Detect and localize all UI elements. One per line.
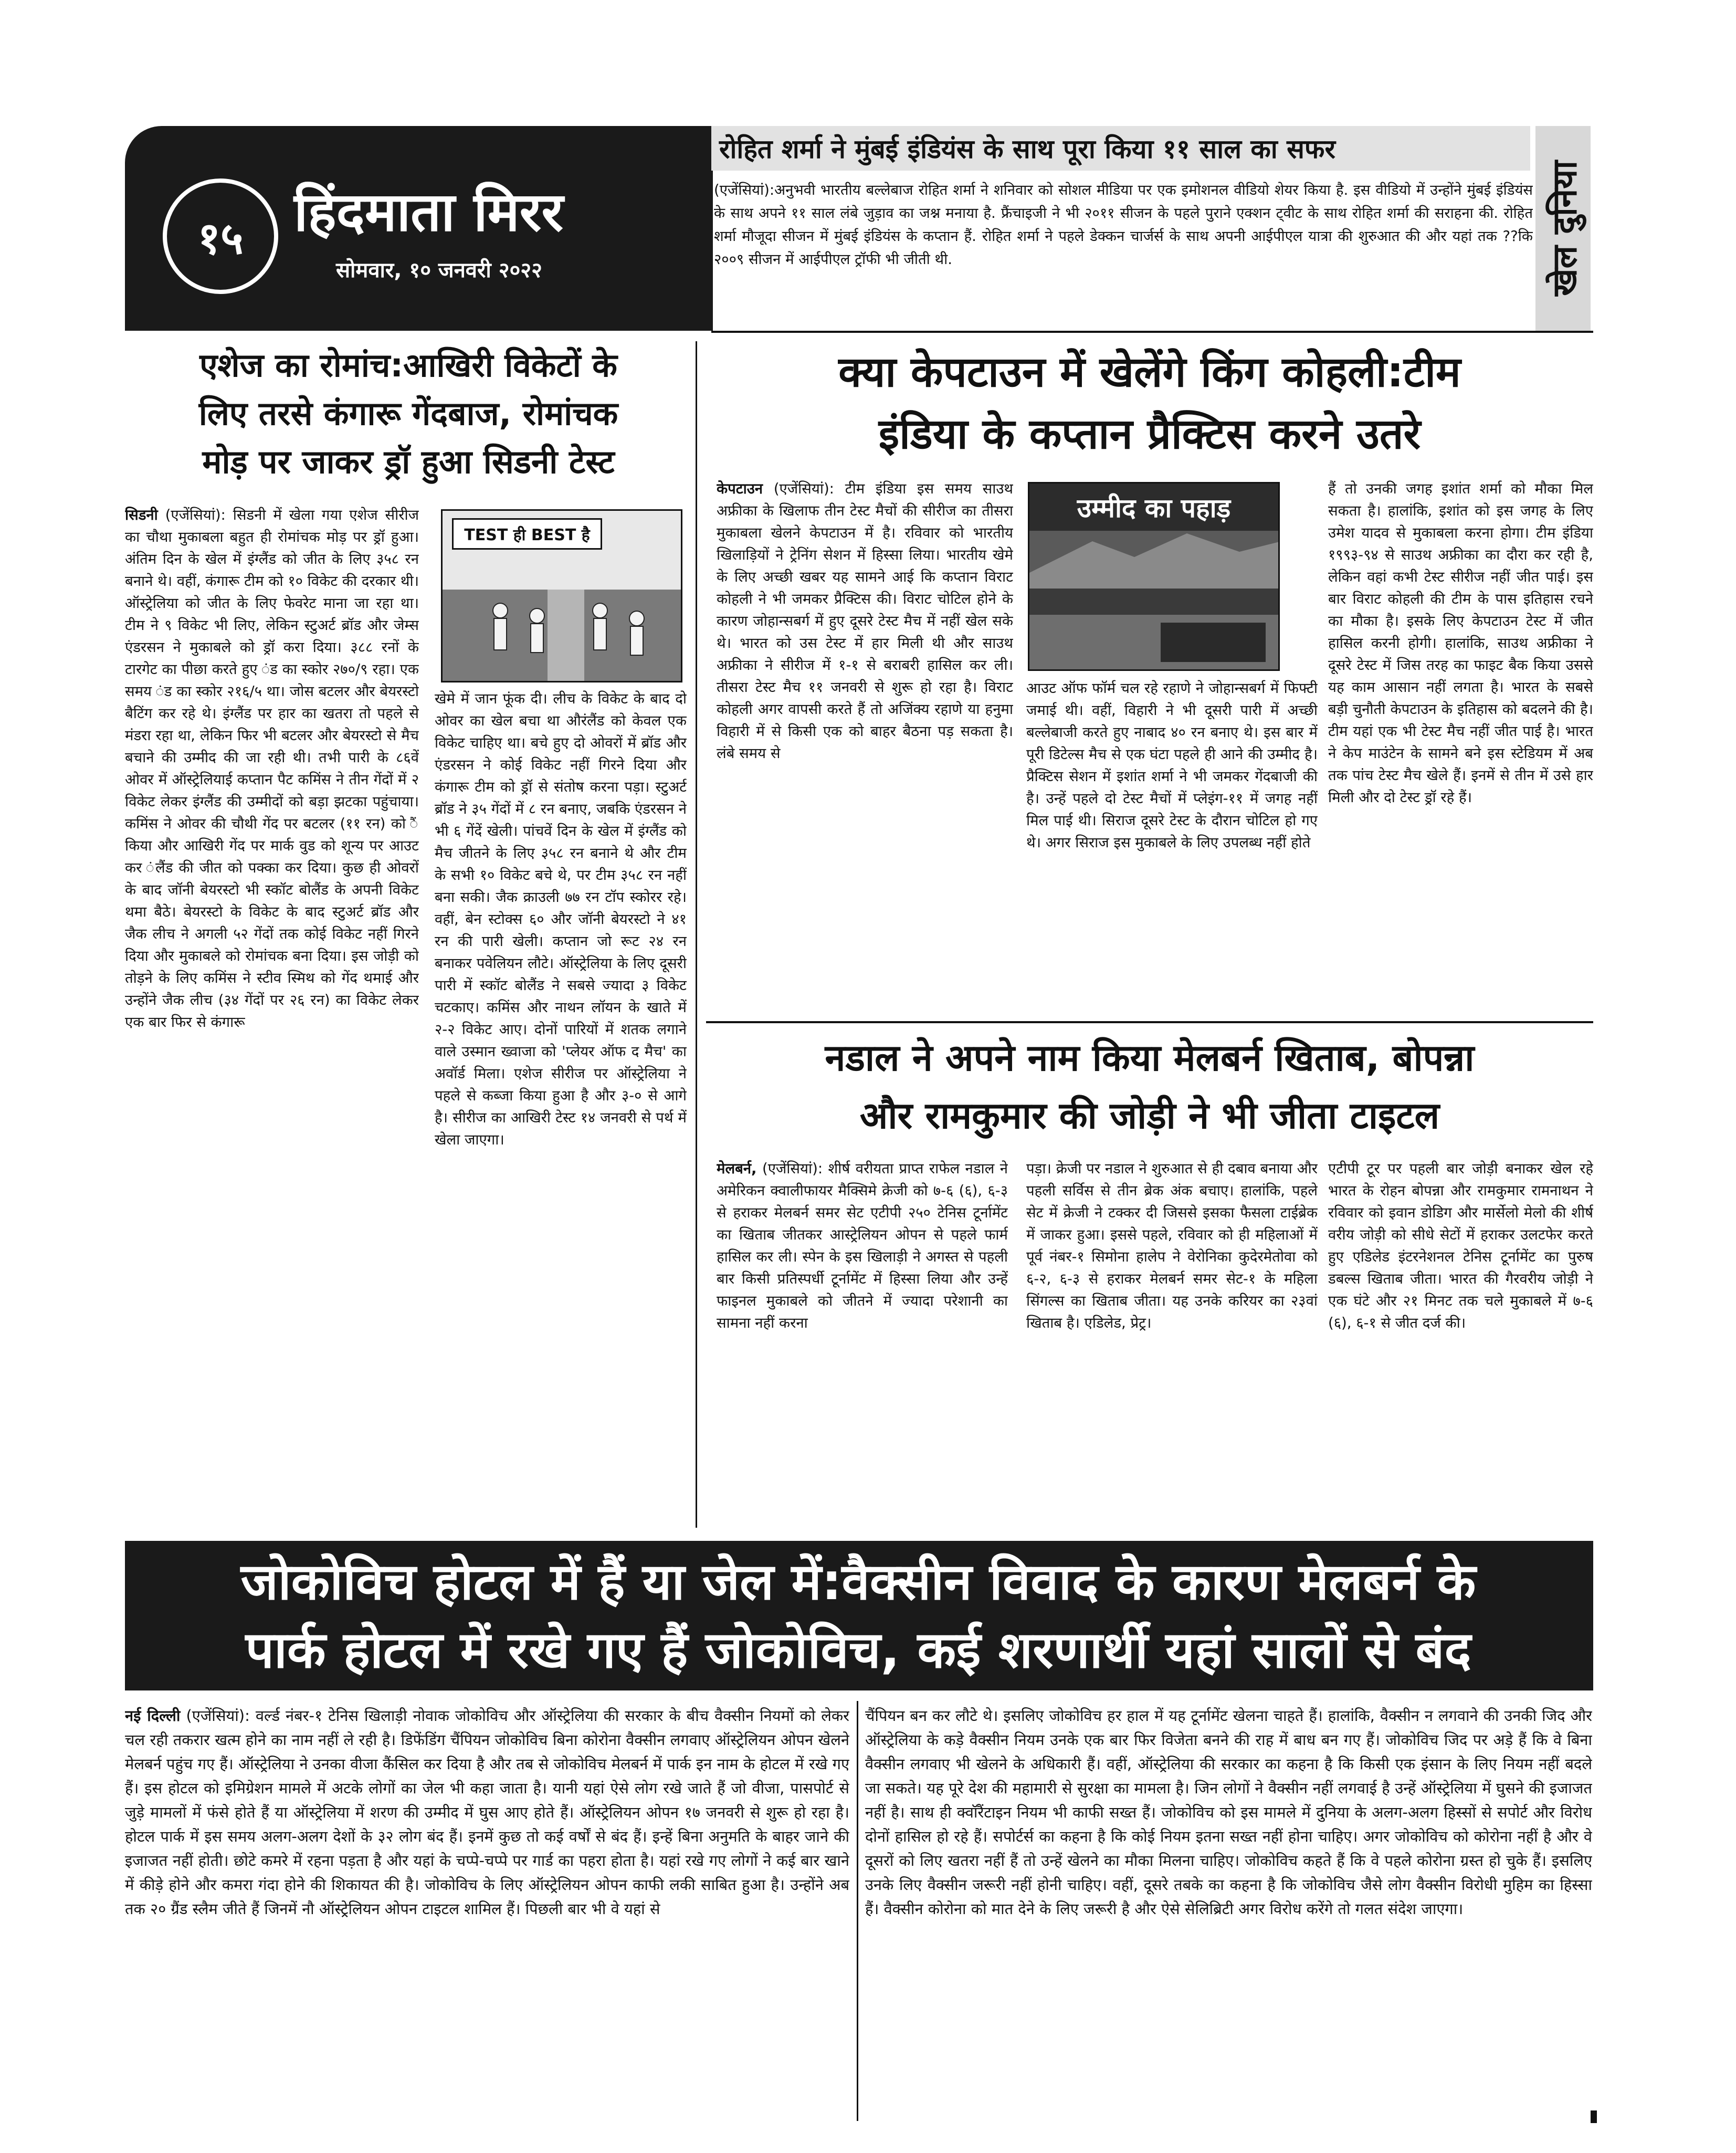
column-divider-vertical [696, 341, 697, 1528]
kohli-headline [706, 341, 1593, 472]
section-divider [706, 1021, 1593, 1023]
djokovic-text-2: चैंपियन बन कर लौटे थे। इसलिए जोकोविच हर हाल में यह टूर्नामेंट खेलना चाहते हैं। हालांकि, वैक्सीन न लगवाने की उनकी जिद और ऑस्ट्रेलिया के कड़े वैक्सीन नियम उनके एक बार फिर विजेता बनने की राह में बाध बन गए हैं। जोकोविच जिद पर अड़े हैं कि वे बिना वैक्सीन लगवाए भी खेलने के अधिकारी हैं। वहीं, ऑस्ट्रेलिया की सरकार का कहना है कि किसी एक इंसान के लिए नियम नहीं बदले जा सकते। यह पूरे देश की महामारी से सुरक्षा का मामला है। जिन लोगों ने वैक्सीन नहीं लगवाई है उन्हें ऑस्ट्रेलिया में घुसने की इजाजत नहीं है। साथ ही क्वॉरैंटाइन नियम भी काफी सख्त हैं। जोकोविच को इस मामले में दुनिया के अलग-अलग हिस्सों से सपोर्ट और विरोध दोनों हासिल हो रहे हैं। सपोर्टर्स का कहना है कि कोई नियम इतना सख्त नहीं होना चाहिए। अगर जोकोविच को कोरोना नहीं है और वे दूसरों को लिए खतरा नहीं हैं तो उन्हें खेलने का मौका मिलना चाहिए। जोकोविच कहते हैं कि वे पहले कोरोना ग्रस्त हो चुके हैं। इसलिए उनके लिए वैक्सीन जरूरी नहीं होनी चाहिए। वहीं, दूसरे तबके का कहना है कि जोकोविच जैसे लोग वैक्सीन विरोधी मुहिम का हिस्सा हैं। वैक्सीन कोरोना को मात देने के लिए जरूरी है और ऐसे सेलिब्रिटी अगर विरोध करेंगे तो गलत संदेश जाएगा। [865, 1707, 1592, 1918]
kohli-headline-line2: इंडिया के कप्तान प्रैक्टिस करने उतरे [878, 409, 1421, 458]
kohli-photo [1028, 482, 1280, 671]
end-mark [1591, 2110, 1597, 2123]
nadal-agency: (एजेंसियां): [762, 1160, 823, 1177]
photo-caption: TEST ही BEST है [452, 518, 602, 550]
djokovic-agency: (एजेंसियां): [186, 1707, 250, 1725]
kohli-dateline: केपटाउन [717, 480, 763, 497]
section-label [1535, 126, 1591, 331]
photo-title: उम्मीद का पहाड़ [1029, 484, 1278, 531]
nadal-dateline: मेलबर्न, [717, 1160, 757, 1177]
ashes-headline-line2: लिए तरसे कंगारू गेंदबाज, रोमांचक [198, 394, 618, 433]
kohli-column-3 [1328, 478, 1593, 1013]
kohli-column-2 [1026, 677, 1318, 1013]
ashes-agency: (एजेंसियां): [165, 507, 226, 523]
kohli-text-2: आउट ऑफ फॉर्म चल रहे रहाणे ने जोहान्सबर्ग में फिफ्टी जमाई थी। वहीं, विहारी ने भी दूसरी पारी में अच्छी बल्लेबाजी करते हुए नाबाद ४० रन बनाए थे। इस बार में पूरी डिटेल्स मैच से एक घंटा पहले ही आने की उम्मीद है। प्रैक्टिस सेशन में इशांत शर्मा ने भी जमकर गेंदबाजी की है। उन्हें पहले दो टेस्ट मैचों में प्लेइंग-११ में जगह नहीं मिल पाई थी। सिराज दूसरे टेस्ट के दौरान चोटिल हो गए थे। अगर सिराज इस मुकाबले के लिए उपलब्ध नहीं होते [1026, 680, 1318, 851]
nadal-text-1: शीर्ष वरीयता प्राप्त राफेल नडाल ने अमेरिकन क्वालीफायर मैक्सिमे क्रेजी को ७-६ (६), ६-३ से हराकर मेलबर्न समर सेट एटीपी २५० टेनिस टूर्नामेंट का खिताब जीतकर आस्ट्रेलियन ओपन से पहले फार्म हासिल कर ली। स्पेन के इस खिलाड़ी ने अगस्त से पहली बार किसी प्रतिस्पर्धी टूर्नामेंट में हिस्सा लिया और उन्हें फाइनल मुकाबले को जीतने में ज्यादा परेशानी का सामना नहीं करना [717, 1160, 1008, 1331]
ashes-dateline: सिडनी [125, 507, 158, 523]
ashes-headline-line1: एशेज का रोमांच:आखिरी विकेटों के [199, 346, 617, 384]
nadal-column-3 [1328, 1158, 1593, 1525]
top-story-body: (एजेंसियां):अनुभवी भारतीय बल्लेबाज रोहित शर्मा ने शनिवार को सोशल मीडिया पर एक इमोशनल वीडियो शेयर किया है. इस वीडियो में उन्होंने मुंबई इंडियंस के साथ अपने ११ साल लंबे जुड़ाव का जश्न मनाया है. फ्रैंचाइजी ने भी २०११ सीजन के पहले पुराने एक्शन ट्वीट के साथ रोहित शर्मा की सराहना की. रोहित शर्मा मौजूदा सीजन में मुंबई इंडियंस के कप्तान हैं. रोहित शर्मा ने पहले डेक्कन चार्जर्स के साथ अपनी आईपीएल यात्रा की शुरुआत की और यहां तक ??कि २००९ सीजन में आईपीएल ट्रॉफी भी जीती थी. [714, 182, 1533, 268]
kohli-text-3: हैं तो उनकी जगह इशांत शर्मा को मौका मिल सकता है। हालांकि, इशांत को इस जगह के लिए उमेश यादव से मुकाबला करना होगा। टीम इंडिया १९९३-९४ से साउथ अफ्रीका का दौरा कर रही है, लेकिन वहां कभी टेस्ट सीरीज नहीं जीत पाई। इस बार विराट कोहली की टीम के पास इतिहास रचने का मौका है। इसके लिए केपटाउन टेस्ट में जीत हासिल करनी होगी। हालांकि, साउथ अफ्रीका ने दूसरे टेस्ट में जिस तरह का फाइट बैक किया उससे यह काम आसान नहीं लगता है। भारत के सबसे बड़ी चुनौती केपटाउन के इतिहास को बदलने की है। टीम यहां एक भी टेस्ट मैच नहीं जीत पाई है। भारत ने केप माउंटेन के सामने बने इस स्टेडियम में अब तक पांच टेस्ट मैच खेले हैं। इनमें से तीन में उसे हार मिली और दो टेस्ट ड्रॉ रहे हैं। [1328, 480, 1593, 806]
djokovic-headline [131, 1548, 1585, 1687]
paper-name: हिंदमाता मिरर [294, 181, 564, 244]
djokovic-text-1: वर्ल्ड नंबर-१ टेनिस खिलाड़ी नोवाक जोकोविच और ऑस्ट्रेलिया की सरकार के बीच वैक्सीन नियमों को लेकर चल रही तकरार खत्म होने का नाम नहीं ले रही है। डिफेंडिंग चैंपियन जोकोविच बिना कोरोना वैक्सीन लगवाए ऑस्ट्रेलियन ओपन खेलने मेलबर्न पहुंच गए हैं। ऑस्ट्रेलिया ने उनका वीजा कैंसिल कर दिया है और तब से जोकोविच मेलबर्न में पार्क इन नाम के होटल में रखे गए हैं। इस होटल को इमिग्रेशन मामले में अटके लोगों का जेल भी कहा जाता है। यानी यहां ऐसे लोग रखे जाते हैं जो वीजा, पासपोर्ट से जुड़े मामलों में फंसे होते हैं या ऑस्ट्रेलिया में शरण की उम्मीद में घुस आए होते हैं। ऑस्ट्रेलियन ओपन १७ जनवरी से शुरू हो रहा है। होटल पार्क में इस समय अलग-अलग देशों के ३२ लोग बंद हैं। इनमें कुछ तो कई वर्षों से बंद हैं। इन्हें बिना अनुमति के बाहर जाने की इजाजत नहीं होती। छोटे कमरे में रहना पड़ता है और यहां के चप्पे-चप्पे पर गार्ड का पहरा होता है। यहां रखे गए लोगों ने कई बार खाने में कीड़े होने और कमरा गंदा होने की शिकायत की है। जोकोविच के लिए ऑस्ट्रेलियन ओपन काफी लकी साबित हुआ है। उन्होंने अब तक २० ग्रैंड स्लैम जीते हैं जिनमें नौ ऑस्ट्रेलियन ओपन टाइटल शामिल हैं। पिछली बार भी वे यहां से [125, 1707, 849, 1918]
nadal-text-2: पड़ा। क्रेजी पर नडाल ने शुरुआत से ही दबाव बनाया और पहली सर्विस से तीन ब्रेक अंक बचाए। हालांकि, पहले सेट में क्रेजी ने टक्कर दी जिससे इसका फैसला टाईब्रेक में जाकर हुआ। इससे पहले, रविवार को ही महिलाओं में पूर्व नंबर-१ सिमोना हालेप ने वेरोनिका कुदेरमेतोवा को ६-२, ६-३ से हराकर मेलबर्न समर सेट-१ के महिला सिंगल्स का खिताब जीता। यह उनके करियर का २३वां खिताब है। एडिलेड, प्रेट्र। [1026, 1160, 1318, 1331]
ashes-text-1: सिडनी में खेला गया एशेज सीरीज का चौथा मुकाबला बहुत ही रोमांचक मोड़ पर ड्रॉ हुआ। अंतिम दिन के खेल में इंग्लैंड को जीत के लिए ३५८ रन बनाने थे। वहीं, कंगारू टीम को १० विकेट की दरकार थी। ऑस्ट्रेलिया को जीत के लिए फेवरेट माना जा रहा था। टीम ने ९ विकेट भी लिए, लेकिन स्टुअर्ट ब्रॉड और जेम्स एंडरसन ने मुकाबले को ड्रॉ करा दिया। ३८८ रनों के टारगेट का पीछा करते हुए ंड का स्कोर २७०/९ रहा। एक समय ंड का स्कोर २१६/५ था। जोस बटलर और बेयरस्टो बैटिंग कर रहे थे। इंग्लैंड पर हार का खतरा तो पहले से मंडरा रहा था, लेकिन फिर भी बटलर और बेयरस्टो से मैच बचाने की उम्मीद की जा रही थी। तभी पारी के ८६वें ओवर में ऑस्ट्रेलियाई कप्तान पैट कमिंस ने तीन गेंदों में २ विकेट लेकर इंग्लैंड की उम्मीदों को बड़ा झटका पहुंचाया। कमिंस ने ओवर की चौथी गेंद पर बटलर (११ रन) को ैं किया और आखिरी गेंद पर मार्क वुड को शून्य पर आउट कर ंलैंड की जीत को पक्का कर दिया। कुछ ही ओवरों के बाद जॉनी बेयरस्टो भी स्कॉट बोलैंड के अपनी विकेट थमा बैठे। बेयरस्टो के विकेट के बाद स्टुअर्ट ब्रॉड और जैक लीच ने अगली ५२ गेंदों तक कोई विकेट नहीं गिरने दिया और मुकाबले को रोमांचक बना दिया। इस जोड़ी को तोड़ने के लिए कमिंस ने स्टीव स्मिथ को गेंद थमाई और उन्होंने जैक लीच (३४ गेंदों पर २६ रन) का विकेट लेकर एक बार फिर से कंगारू [125, 507, 419, 1031]
ashes-column-2 [435, 688, 687, 1517]
ashes-text-2: खेमे में जान फूंक दी। लीच के विकेट के बाद दो ओवर का खेल बचा था औरंलैंड को केवल एक विकेट चाहिए था। बचे हुए दो ओवरों में ब्रॉड और एंडरसन ने कोई विकेट नहीं गिरने दिया और कंगारू टीम को ड्रॉ से संतोष करना पड़ा। स्टुअर्ट ब्रॉड ने ३५ गेंदों में ८ रन बनाए, जबकि एंडरसन ने भी ६ गेंदें खेली। पांचवें दिन के खेल में इंग्लैंड को मैच जीतने के लिए ३५८ रन बनाने थे और टीम के सभी १० विकेट बचे थे, पर टीम ३५८ रन नहीं बना सकी। जैक क्राउली ७७ रन टॉप स्कोरर रहे। वहीं, बेन स्टोक्स ६० और जॉनी बेयरस्टो ने ४१ रन की पारी खेली। कप्तान जो रूट २४ रन बनाकर पवेलियन लौटे। ऑस्ट्रेलिया के लिए दूसरी पारी में स्कॉट बोलैंड ने सबसे ज्यादा ३ विकेट चटकाए। कमिंस और नाथन लॉयन के खाते में २-२ विकेट आए। दोनों पारियों में शतक लगाने वाले उस्मान ख्वाजा को 'प्लेयर ऑफ द मैच' का अवॉर्ड मिला। एशेज सीरीज पर ऑस्ट्रेलिया ने पहले से कब्जा किया हुआ है और ३-० से आगे है। सीरीज का आखिरी टेस्ट १४ जनवरी से पर्थ में खेला जाएगा। [435, 690, 687, 1148]
ashes-photo [441, 509, 682, 682]
section-label-text: खेल दुनिया [1545, 161, 1584, 296]
djokovic-column-divider [857, 1701, 858, 2121]
page-number: १५ [163, 178, 278, 294]
djokovic-column-2 [865, 1704, 1592, 2124]
kohli-headline-line1: क्या केपटाउन में खेलेंगे किंग कोहली:टीम [838, 348, 1461, 396]
nadal-headline [706, 1029, 1593, 1150]
djokovic-column-1 [125, 1704, 849, 2124]
djokovic-dateline: नई दिल्ली [125, 1707, 181, 1725]
kohli-column-1 [717, 478, 1013, 1013]
djokovic-headline-line2: पार्क होटल में रखे गए हैं जोकोविच, कई शरणार्थी यहां सालों से बंद [245, 1621, 1471, 1679]
ashes-headline [125, 341, 692, 488]
issue-date: सोमवार, १० जनवरी २०२२ [336, 258, 542, 282]
nadal-column-1 [717, 1158, 1008, 1525]
ashes-headline-line3: मोड़ पर जाकर ड्रॉ हुआ सिडनी टेस्ट [202, 443, 615, 481]
kohli-agency: (एजेंसियां): [773, 480, 834, 497]
masthead-divider [711, 331, 1593, 333]
djokovic-headline-line1: जोकोविच होटल में हैं या जेल में:वैक्सीन विवाद के कारण मेलबर्न के [240, 1552, 1476, 1611]
kohli-text-1: टीम इंडिया इस समय साउथ अफ्रीका के खिलाफ तीन टेस्ट मैचों की सीरीज का तीसरा मुकाबला खेलने केपटाउन में है। रविवार को भारतीय खिलाड़ियों ने ट्रेनिंग सेशन में हिस्सा लिया। भारतीय खेमे के लिए अच्छी खबर यह सामने आई कि कप्तान विराट कोहली ने भी जमकर प्रैक्टिस की। विराट चोटिल होने के कारण जोहान्सबर्ग में हुए दूसरे टेस्ट मैच में नहीं खेल सके थे। भारत को उस टेस्ट में हार मिली थी और साउथ अफ्रीका ने सीरीज में १-१ से बराबरी हासिल कर ली। तीसरा टेस्ट मैच ११ जनवरी से शुरू हो रहा है। विराट कोहली अगर वापसी करते हैं तो अजिंक्य रहाणे या हनुमा विहारी में से किसी एक को बाहर बैठना पड़ सकता है। लंबे समय से [717, 480, 1013, 762]
ashes-column-1 [125, 504, 419, 1517]
nadal-text-3: एटीपी टूर पर पहली बार जोड़ी बनाकर खेल रहे भारत के रोहन बोपन्ना और रामकुमार रामनाथन ने रविवार को इवान डोडिग और मार्सेलो मेलो की शीर्ष वरीय जोड़ी को सीधे सेटों में हराकर उलटफेर करते हुए एडिलेड इंटरनेशनल टेनिस टूर्नामेंट का पुरुष डबल्स खिताब जीता। भारत की गैरवरीय जोड़ी ने एक घंटे और २१ मिनट तक चले मुकाबले में ७-६ (६), ६-१ से जीत दर्ज की। [1328, 1160, 1593, 1331]
top-story-title: रोहित शर्मा ने मुंबई इंडियंस के साथ पूरा किया ११ साल का सफर [719, 134, 1335, 164]
nadal-headline-line2: और रामकुमार की जोड़ी ने भी जीता टाइटल [859, 1094, 1440, 1137]
nadal-headline-line1: नडाल ने अपने नाम किया मेलबर्न खिताब, बोपन्ना [825, 1036, 1475, 1079]
nadal-column-2 [1026, 1158, 1318, 1525]
